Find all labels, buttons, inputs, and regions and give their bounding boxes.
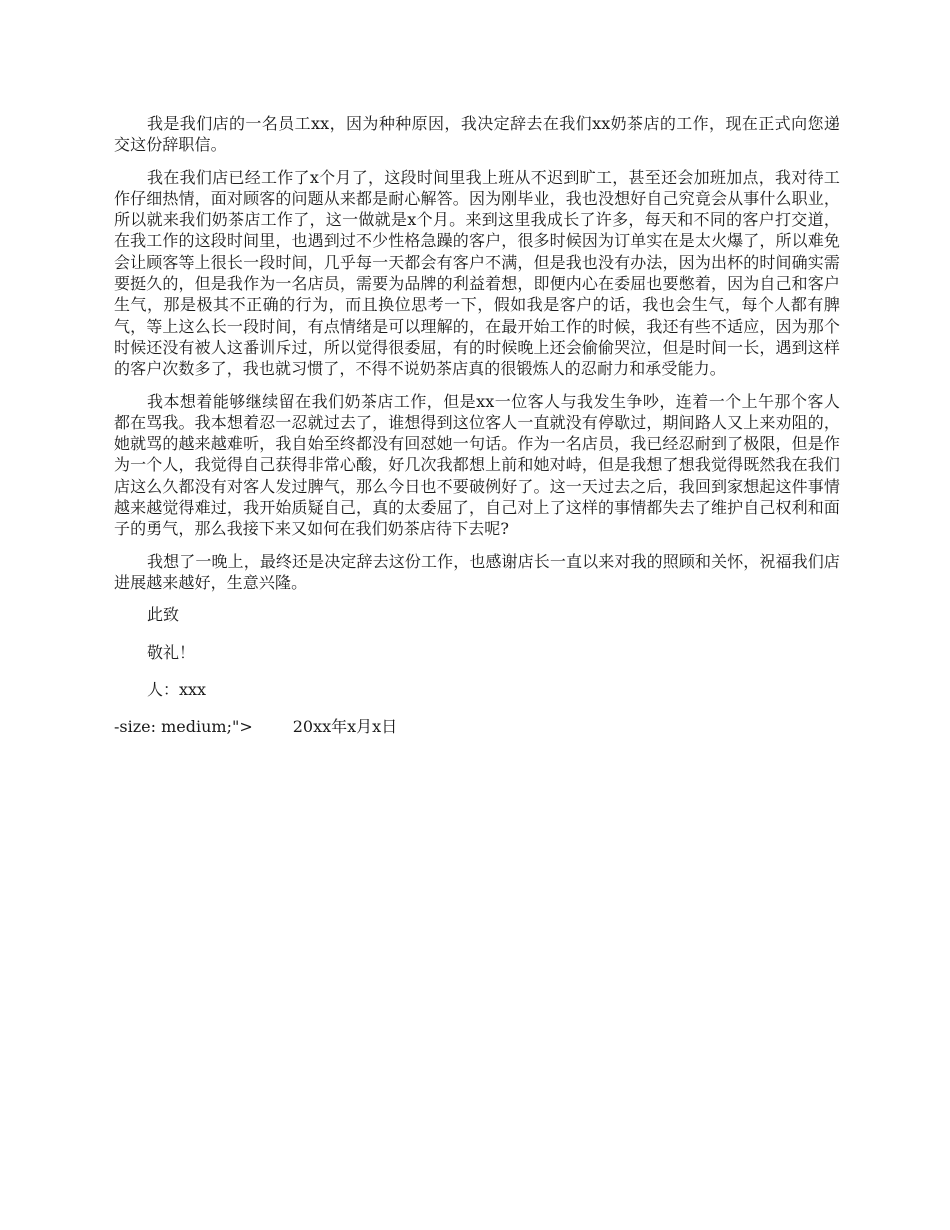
closing-regards: 敬礼！ bbox=[147, 642, 196, 662]
letter-body bbox=[114, 113, 840, 737]
paragraph-experience: 我在我们店已经工作了x个月了，这段时间里我上班从不迟到旷工，甚至还会加班加点，我对待工作仔细热情，面对顾客的问题从来都是耐心解答。因为刚毕业，我也没想好自己究竟会从事什么职业，所以就来我们奶茶店工作了，这一做就是x个月。来到这里我成长了许多，每天和不同的客户打交道，在我工作的这段时间里，也遇到过不少性格急躁的客户，很多时候因为订单实在是太火爆了，所以难免会让顾客等上很长一段时间，几乎每一天都会有客户不满，但是我也没有办法，因为出杯的时间确实需要挺久的，但是我作为一名店员，需要为品牌的利益着想，即便内心在委屈也要憋着，因为自己和客户生气，那是极其不正确的行为，而且换位思考一下，假如我是客户的话，我也会生气，每个人都有脾气，等上这么长一段时间，有点情绪是可以理解的，在最开始工作的时候，我还有些不适应，因为那个时候还没有被人这番训斥过，所以觉得很委屈，有的时候晚上还会偷偷哭泣，但是时间一长，遇到这样的客户次数多了，我也就习惯了，不得不说奶茶店真的很锻炼人的忍耐力和承受能力。 bbox=[114, 167, 840, 379]
date-line bbox=[114, 716, 840, 737]
paragraph-intro: 我是我们店的一名员工xx，因为种种原因，我决定辞去在我们xx奶茶店的工作，现在正式向您递交这份辞职信。 bbox=[114, 114, 840, 155]
paragraph-thanks: 我想了一晚上，最终还是决定辞去这份工作，也感谢店长一直以来对我的照顾和关怀，祝福我们店进展越来越好，生意兴隆。 bbox=[114, 551, 840, 592]
paragraph-incident: 我本想着能够继续留在我们奶茶店工作，但是xx一位客人与我发生争吵，连着一个上午那个客人都在骂我。我本想着忍一忍就过去了，谁想得到这位客人一直就没有停歇过，期间路人又上来劝阻的，她就骂的越来越难听，我自始至终都没有回怼她一句话。作为一名店员，我已经忍耐到了极限，但是作为一个人，我觉得自己获得非常心酸，好几次我都想上前和她对峙，但是我想了想我觉得既然我在我们店这么久都没有对客人发过脾气，那么今日也不要破例好了。这一天过去之后，我回到家想起这件事情越来越觉得难过，我开始质疑自己，真的太委屈了，自己对上了这样的事情都失去了维护自己权利和面子的勇气，那么我接下来又如何在我们奶茶店待下去呢? bbox=[114, 391, 840, 539]
closing-salutation: 此致 bbox=[147, 605, 180, 625]
signature-line: 人：xxx bbox=[147, 679, 207, 699]
letter-date: 20xx年x月x日 bbox=[292, 717, 398, 737]
stray-markup-text: -size: medium;"> bbox=[114, 717, 253, 737]
